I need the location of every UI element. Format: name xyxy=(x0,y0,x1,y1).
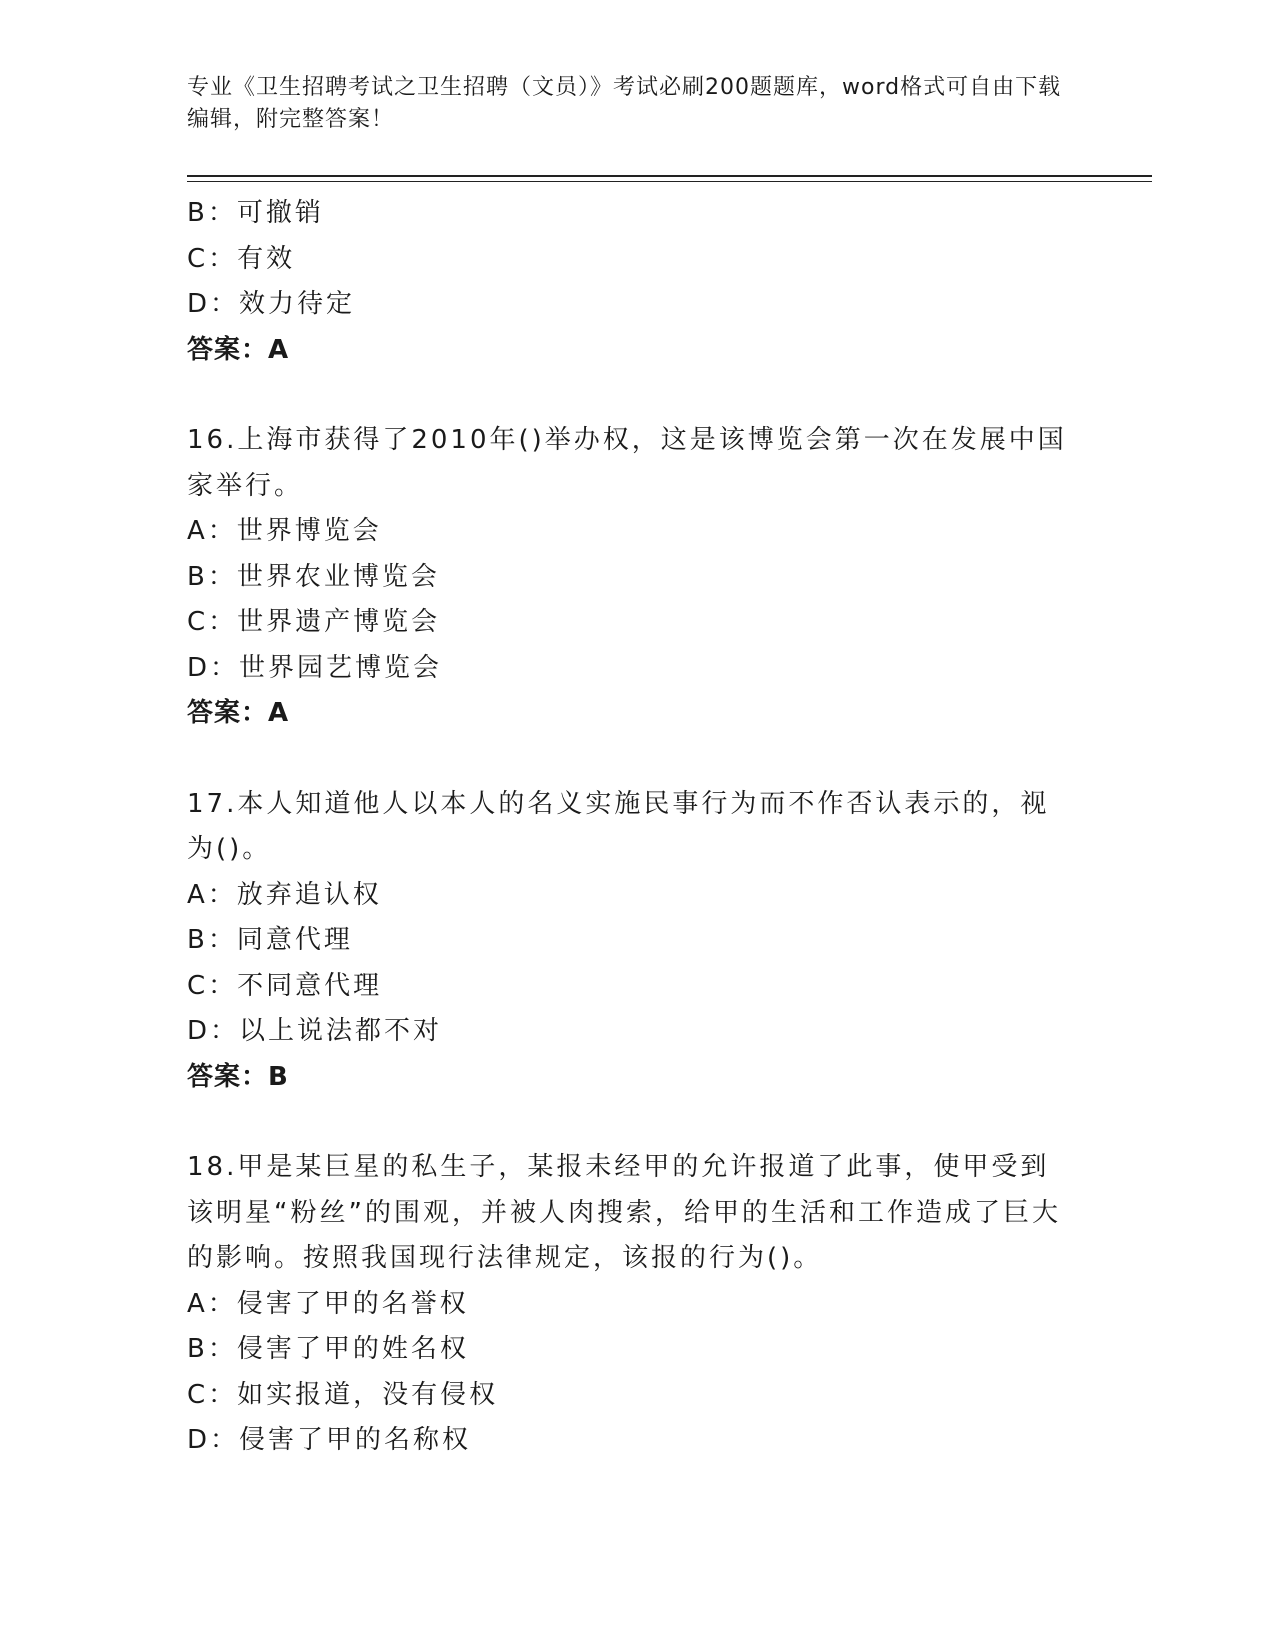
option-a: A：世界博览会 xyxy=(187,516,382,546)
option-b: B：同意代理 xyxy=(187,925,353,955)
question-list xyxy=(187,191,1087,1464)
option-d: D：世界园艺博览会 xyxy=(187,652,443,683)
option-c: C：世界遗产博览会 xyxy=(187,607,441,637)
answer-line: 答案：A xyxy=(187,334,290,365)
question-15-tail xyxy=(187,191,1087,373)
option-b: B：侵害了甲的姓名权 xyxy=(187,1334,469,1364)
question-stem: 18.甲是某巨星的私生子，某报未经甲的允许报道了此事，使甲受到该明星“粉丝”的围观，并被人肉搜索，给甲的生活和工作造成了巨大的影响。按照我国现行法律规定，该报的行为()。 xyxy=(187,1152,1061,1273)
question-17 xyxy=(187,782,1087,1101)
option-b: B：可撤销 xyxy=(187,198,324,228)
question-stem: 16.上海市获得了2010年()举办权，这是该博览会第一次在发展中国家举行。 xyxy=(187,425,1067,501)
option-d: D：以上说法都不对 xyxy=(187,1016,443,1046)
option-c: C：如实报道，没有侵权 xyxy=(187,1379,499,1410)
question-stem: 17.本人知道他人以本人的名义实施民事行为而不作否认表示的，视为()。 xyxy=(187,788,1050,864)
answer-line: 答案：A xyxy=(187,698,290,728)
answer-line: 答案：B xyxy=(187,1061,289,1092)
question-16 xyxy=(187,418,1087,737)
header-rule-thin xyxy=(187,181,1152,182)
document-header: 专业《卫生招聘考试之卫生招聘（文员）》考试必刷200题题库，word格式可自由下载编辑，附完整答案！ xyxy=(187,75,1062,132)
header-rule-thick xyxy=(187,175,1152,177)
option-a: A：放弃追认权 xyxy=(187,879,382,910)
option-c: C：有效 xyxy=(187,243,296,274)
option-d: D：效力待定 xyxy=(187,289,356,319)
option-d: D：侵害了甲的名称权 xyxy=(187,1425,472,1455)
option-a: A：侵害了甲的名誉权 xyxy=(187,1288,469,1319)
option-b: B：世界农业博览会 xyxy=(187,561,440,592)
question-18 xyxy=(187,1145,1087,1464)
option-c: C：不同意代理 xyxy=(187,970,383,1001)
